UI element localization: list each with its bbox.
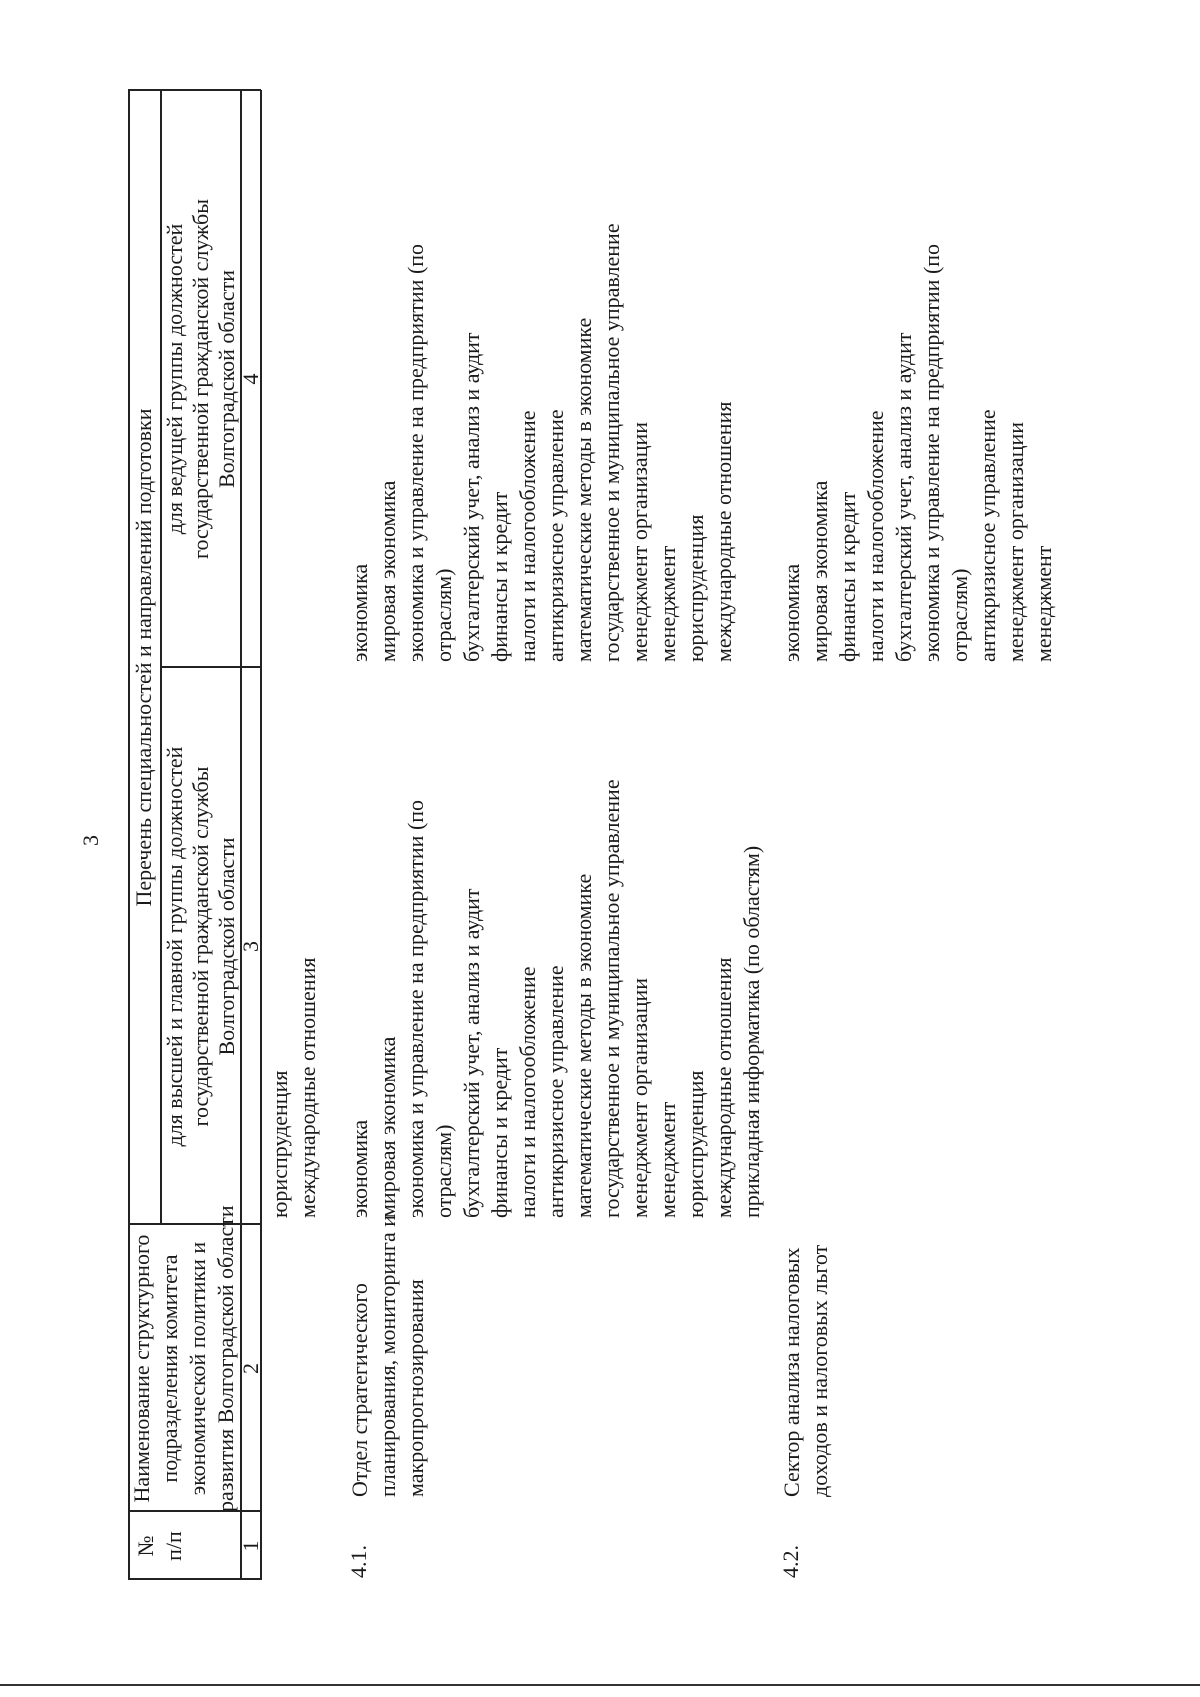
department-name-line: Отдел стратегического — [347, 1283, 372, 1497]
header-col1-line: № — [133, 1535, 158, 1557]
list-item: менеджмент — [655, 1101, 680, 1218]
header-span-title — [130, 90, 158, 1225]
list-item: международные отношения — [711, 957, 736, 1218]
list-item: международные отношения — [711, 401, 736, 662]
header-col4 — [162, 90, 240, 668]
header-col4-line: государственной гражданской службы — [188, 199, 213, 559]
col-number-4: 4 — [238, 373, 263, 385]
header-col2-line: экономической политики и — [185, 1241, 210, 1496]
department-name-line: планирования, мониторинга и — [375, 1215, 400, 1497]
scan-bottom-edge — [0, 1684, 1200, 1686]
list-item: менеджмент — [655, 545, 680, 662]
list-item: экономика — [347, 563, 372, 662]
col-number-2: 2 — [238, 1363, 263, 1374]
header-col1 — [132, 1512, 188, 1580]
list-item: менеджмент — [1031, 545, 1056, 662]
list-item: менеджмент организации — [1003, 421, 1028, 662]
list-item: менеджмент организации — [627, 421, 652, 662]
header-col2 — [128, 1205, 240, 1512]
list-item: экономика и управление на предприятии (по — [919, 243, 944, 662]
row-number: 4.1. — [346, 1545, 371, 1578]
header-col4-line: для ведущей группы должностей — [162, 223, 187, 535]
continuation-col3 — [266, 958, 322, 1218]
header-col2-line: развития Волгоградской области — [213, 1205, 238, 1512]
header-span-title-text: Перечень специальностей и направлений подготовки — [131, 408, 156, 907]
list-item: математические методы в экономике — [571, 317, 596, 662]
department-name-line: макропрогнозирования — [403, 1279, 428, 1497]
list-item: антикризисное управление — [975, 409, 1000, 662]
header-col3-line: государственной гражданской службы — [188, 766, 213, 1127]
list-item: налоги и налогообложение — [515, 410, 540, 662]
list-item: финансы и кредит — [487, 491, 512, 662]
col-number-3: 3 — [238, 941, 263, 952]
department-name — [346, 1215, 430, 1497]
list-item: мировая экономика — [375, 480, 400, 662]
specialties-list-col3 — [346, 779, 766, 1218]
list-item: экономика и управление на предприятии (по — [403, 243, 428, 662]
list-item: мировая экономика — [375, 1036, 400, 1218]
list-item: налоги и налогообложение — [863, 410, 888, 662]
specialties-table — [128, 0, 1158, 1580]
list-item: налоги и налогообложение — [515, 966, 540, 1218]
specialties-list-col4 — [346, 223, 738, 662]
header-col3-line: Волгоградской области — [214, 837, 239, 1056]
list-item: государственное и муниципальное управление — [599, 223, 624, 662]
list-item: экономика и управление на предприятии (по — [403, 799, 428, 1218]
list-item: бухгалтерский учет, анализ и аудит — [459, 888, 484, 1218]
list-item: экономика — [347, 1119, 372, 1218]
list-item: экономика — [779, 563, 804, 662]
list-item: финансы и кредит — [835, 491, 860, 662]
header-col2-line: подразделения комитета — [157, 1254, 182, 1483]
list-item: отраслям) — [431, 1124, 456, 1218]
list-item: антикризисное управление — [543, 409, 568, 662]
department-name-line: Сектор анализа налоговых — [779, 1247, 804, 1497]
list-item: менеджмент организации — [627, 977, 652, 1218]
department-name — [778, 1245, 834, 1497]
list-item: бухгалтерский учет, анализ и аудит — [459, 332, 484, 662]
header-col1-line: п/п — [161, 1531, 186, 1561]
col-number-1: 1 — [238, 1540, 263, 1552]
department-name-line: доходов и налоговых льгот — [807, 1244, 832, 1497]
list-item: мировая экономика — [807, 480, 832, 662]
header-col3-line: для высшей и главной группы должностей — [162, 746, 187, 1147]
list-item: юриспруденция — [683, 514, 708, 662]
list-item: отраслям) — [431, 568, 456, 662]
header-col3 — [162, 668, 240, 1225]
row-number: 4.2. — [778, 1545, 803, 1578]
rotated-page-content — [128, 0, 1158, 1580]
header-col2-line: Наименование структурного — [129, 1234, 154, 1503]
specialties-list-col4 — [778, 244, 1058, 662]
header-col4-line: Волгоградской области — [214, 270, 239, 488]
list-item: бухгалтерский учет, анализ и аудит — [891, 332, 916, 662]
list-item: юриспруденция — [267, 1070, 292, 1218]
list-item: антикризисное управление — [543, 965, 568, 1218]
list-item: юриспруденция — [683, 1070, 708, 1218]
page-number: 3 — [78, 835, 103, 846]
list-item: государственное и муниципальное управление — [599, 779, 624, 1218]
list-item: математические методы в экономике — [571, 873, 596, 1218]
list-item: отраслям) — [947, 568, 972, 662]
list-item: финансы и кредит — [487, 1047, 512, 1218]
list-item: международные отношения — [295, 957, 320, 1218]
list-item: прикладная информатика (по областям) — [739, 845, 764, 1218]
